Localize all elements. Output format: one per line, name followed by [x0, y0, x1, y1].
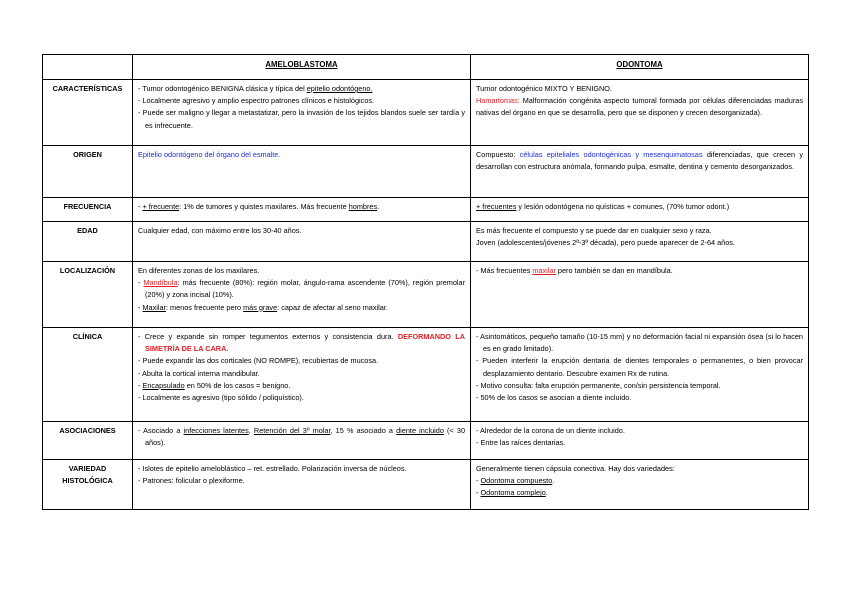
- cell-amelo-edad: Cualquier edad, con máximo entre los 30-40 años.: [133, 222, 471, 262]
- cell-odon-edad: Es más frecuente el compuesto y se puede dar en cualquier sexo y raza. Joven (adolescentes/jóvenes 2ª-3ª década), pero puede aparecer de 2-64 años.: [471, 222, 809, 262]
- row-caracteristicas: [43, 80, 809, 146]
- cell-odon-origen: Compuesto: células epiteliales odontogénicas y mesenquimatosas diferenciadas, que crecen y desarrollan con estructura anómala, formando pulpa, esmalte, dentina y cemento desorganizados.: [471, 146, 809, 198]
- row-localizacion: [43, 262, 809, 328]
- cell-odon-frecuencia: + frecuentes y lesión odontógena no quísticas + comunes, (70% tumor odont.): [471, 198, 809, 222]
- label-origen: ORIGEN: [43, 146, 133, 198]
- cell-amelo-origen: Epitelio odontógeno del órgano del esmalte.: [133, 146, 471, 198]
- row-variedad: [43, 460, 809, 510]
- cell-amelo-caracteristicas: - Tumor odontogénico BENIGNA clásica y típica del epitelio odontógeno. - Localmente agresivo y amplio espectro patrones clínicos e histológicos. - Puede ser maligno y llegar a metastatizar, pero la invasión de los tejidos blandos suele ser tardía y es infrecuente.: [133, 80, 471, 146]
- header-ameloblastoma: AMELOBLASTOMA: [133, 55, 471, 80]
- row-edad: [43, 222, 809, 262]
- cell-odon-caracteristicas: Tumor odontogénico MIXTO Y BENIGNO. Hamartomas: Malformación congénita aspecto tumoral formada por células diferenciadas maduras nativas del órgano en que se desarrolla, pero que se disponen y crecen desorganizada).: [471, 80, 809, 146]
- label-clinica: CLÍNICA: [43, 328, 133, 422]
- row-clinica: [43, 328, 809, 422]
- row-origen: [43, 146, 809, 198]
- label-caracteristicas: CARACTERÍSTICAS: [43, 80, 133, 146]
- header-row: [43, 55, 809, 80]
- cell-amelo-variedad: - Islotes de epitelio ameloblástico – ret. estrellado. Polarización inversa de núcleos. - Patrones: folicular o plexiforme.: [133, 460, 471, 510]
- label-edad: EDAD: [43, 222, 133, 262]
- row-frecuencia: [43, 198, 809, 222]
- header-odontoma: ODONTOMA: [471, 55, 809, 80]
- cell-amelo-clinica: - Crece y expande sin romper tegumentos externos y consistencia dura. DEFORMANDO LA SIMETRÍA DE LA CARA. - Puede expandir las dos corticales (NO ROMPE), recubiertas de mucosa. - Abulta la cortical interna mandibular. - Encapsulado en 50% de los casos = benigno. - Localmente es agresivo (tipo sólido / poliquístico).: [133, 328, 471, 422]
- label-localizacion: LOCALIZACIÓN: [43, 262, 133, 328]
- empty-corner-cell: [43, 55, 133, 80]
- row-asociaciones: [43, 422, 809, 460]
- cell-odon-clinica: - Asintomáticos, pequeño tamaño (10-15 mm) y no deformación facial ni expansión ósea (si lo hacen es en grado limitado). - Pueden interferir la erupción dentaria de dientes temporales o permanentes, o bien provocar desplazamiento dentario. Descubre examen Rx de rutina. - Motivo consulta: falta erupción permanente, con/sin persistencia temporal. - 50% de los casos se asocian a diente incluido.: [471, 328, 809, 422]
- cell-odon-asociaciones: - Alrededor de la corona de un diente incluido. - Entre las raíces dentarias.: [471, 422, 809, 460]
- comparison-table: [42, 54, 809, 510]
- label-asociaciones: ASOCIACIONES: [43, 422, 133, 460]
- label-frecuencia: FRECUENCIA: [43, 198, 133, 222]
- cell-amelo-asociaciones: - Asociado a infecciones latentes, Retención del 3º molar, 15 % asociado a diente incluido (< 30 años).: [133, 422, 471, 460]
- cell-amelo-frecuencia: - + frecuente: 1% de tumores y quistes maxilares. Más frecuente hombres.: [133, 198, 471, 222]
- label-variedad-histologica: VARIEDAD HISTOLÓGICA: [43, 460, 133, 510]
- cell-odon-localizacion: - Más frecuentes maxilar pero también se dan en mandíbula.: [471, 262, 809, 328]
- cell-odon-variedad: Generalmente tienen cápsula conectiva. Hay dos variedades: - Odontoma compuesto. - Odontoma complejo.: [471, 460, 809, 510]
- cell-amelo-localizacion: En diferentes zonas de los maxilares. - Mandíbula: más frecuente (80%): región molar, ángulo-rama ascendente (70%), región premolar (20%) y zona incisal (10%). - Maxilar: menos frecuente pero más grave: capaz de afectar al seno maxilar.: [133, 262, 471, 328]
